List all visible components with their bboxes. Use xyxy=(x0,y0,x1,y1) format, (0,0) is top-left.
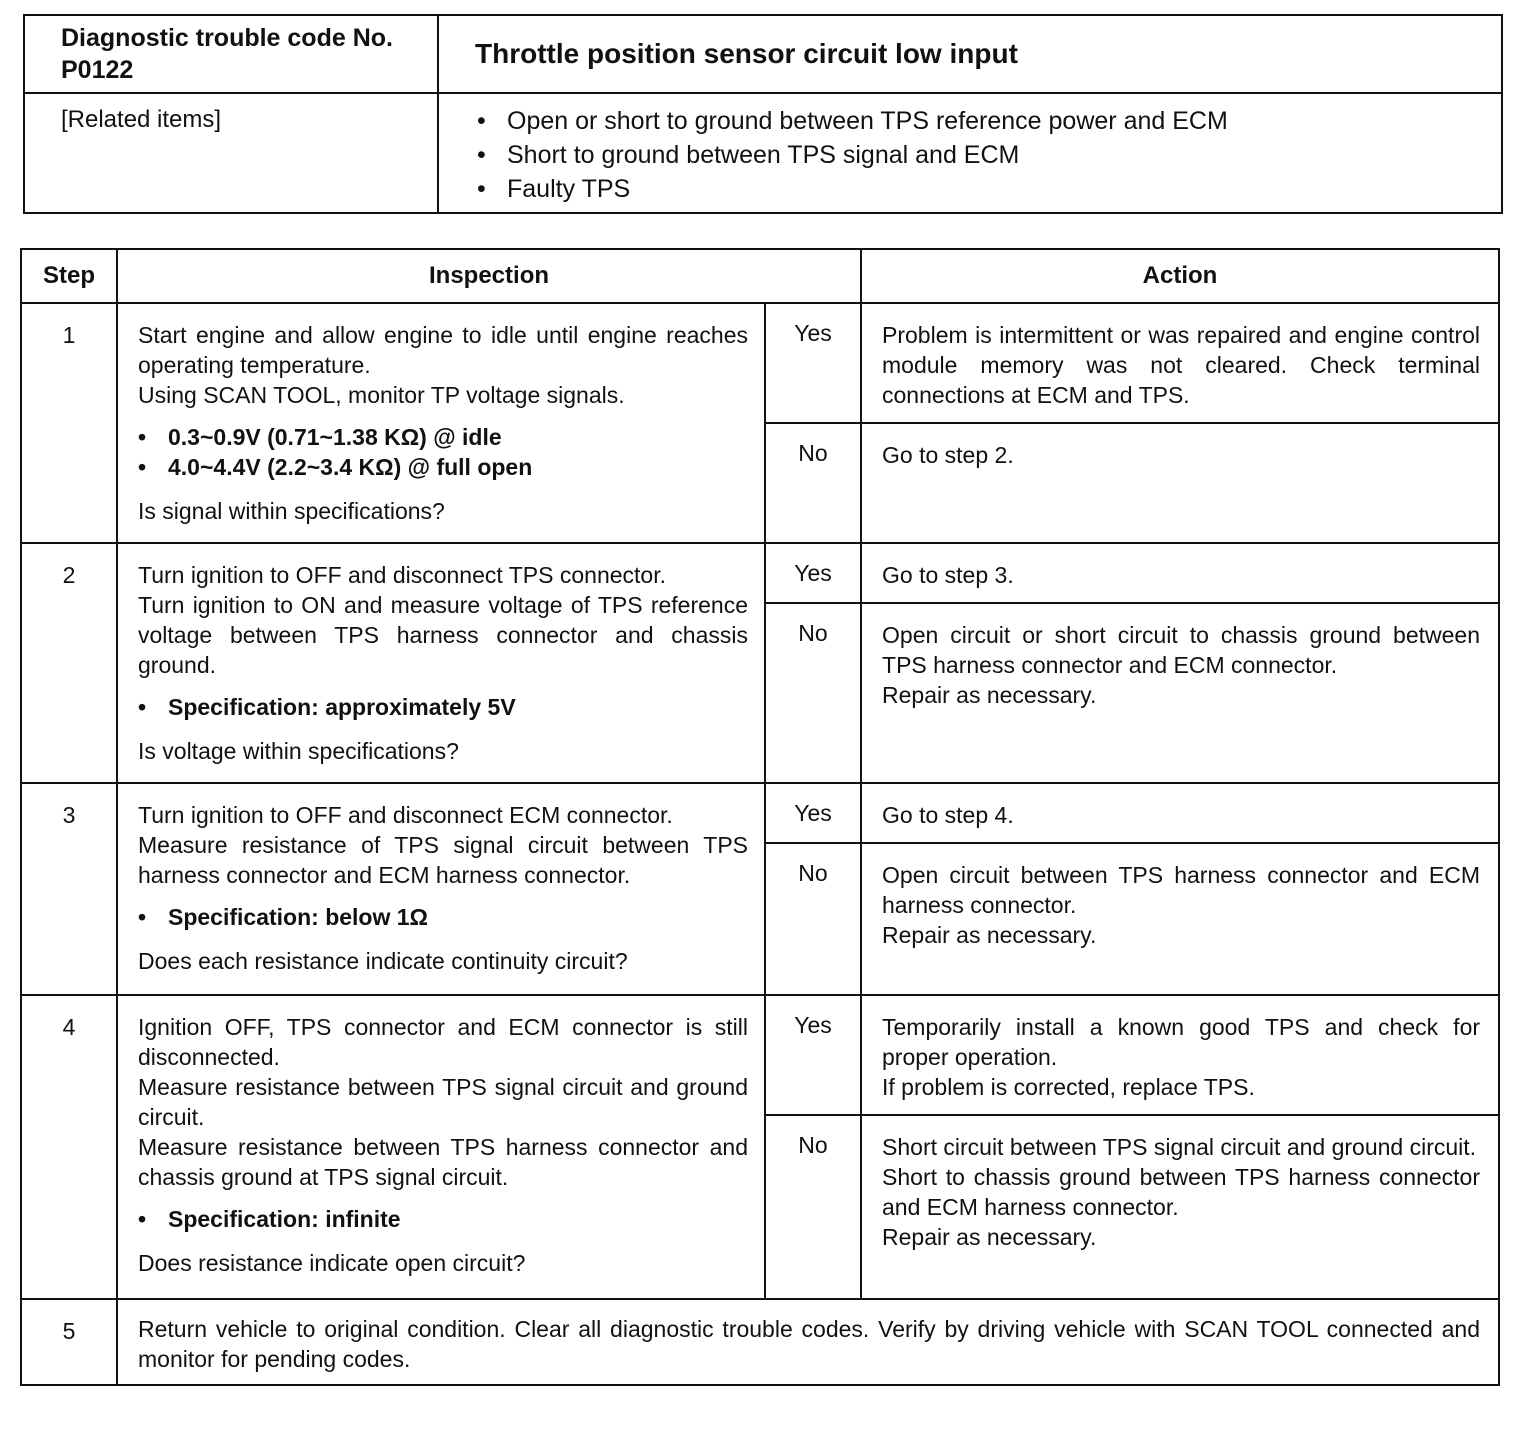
spec-item: • 4.0~4.4V (2.2~3.4 KΩ) @ full open xyxy=(138,452,748,482)
action-text: Repair as necessary. xyxy=(882,922,1097,948)
action-text: Problem is intermittent or was repaired and engine control module memory was not cleared. Check terminal connections at ECM and TPS. xyxy=(882,322,1481,408)
inspection-text: Using SCAN TOOL, monitor TP voltage signals. xyxy=(138,382,625,408)
yes-action xyxy=(861,303,1499,423)
yes-action xyxy=(861,543,1499,603)
inspection-table xyxy=(20,248,1500,1386)
step-number: 2 xyxy=(21,543,117,783)
column-header-action: Action xyxy=(861,249,1499,303)
yes-label: Yes xyxy=(765,783,861,843)
action-text: Short circuit between TPS signal circuit and ground circuit. xyxy=(882,1134,1477,1160)
action-text: Open circuit between TPS harness connector and ECM harness connector. xyxy=(882,862,1481,918)
inspection-text: Start engine and allow engine to idle until engine reaches operating temperature. xyxy=(138,322,748,378)
spec-item: • Specification: approximately 5V xyxy=(138,692,748,722)
action-text: Go to step 2. xyxy=(882,442,1014,468)
step-number: 1 xyxy=(21,303,117,543)
no-label: No xyxy=(765,843,861,995)
spec-list xyxy=(138,902,748,932)
step-inspection xyxy=(117,543,765,783)
no-action xyxy=(861,603,1499,783)
related-item: • Short to ground between TPS signal and ECM xyxy=(477,138,1501,172)
action-text: Open circuit or short circuit to chassis ground between TPS harness connector and ECM connector. xyxy=(882,622,1481,678)
inspection-text: Ignition OFF, TPS connector and ECM connector is still disconnected. xyxy=(138,1014,748,1070)
no-label: No xyxy=(765,1115,861,1299)
spec-list xyxy=(138,692,748,722)
inspection-text: Measure resistance between TPS harness connector and chassis ground at TPS signal circuit. xyxy=(138,1134,748,1190)
step-number: 5 xyxy=(21,1299,117,1385)
action-text: Short to chassis ground between TPS harness connector and ECM harness connector. xyxy=(882,1164,1481,1220)
inspection-text: Turn ignition to ON and measure voltage of TPS reference voltage between TPS harness connector and chassis ground. xyxy=(138,592,748,678)
spec-item: • Specification: infinite xyxy=(138,1204,748,1234)
no-action xyxy=(861,423,1499,543)
yes-label: Yes xyxy=(765,995,861,1115)
inspection-text: Measure resistance of TPS signal circuit between TPS harness connector and ECM harness connector. xyxy=(138,832,748,888)
action-text: Repair as necessary. xyxy=(882,682,1097,708)
yes-action xyxy=(861,995,1499,1115)
spec-list xyxy=(138,422,748,482)
related-item: • Faulty TPS xyxy=(477,172,1501,206)
column-header-step: Step xyxy=(21,249,117,303)
step-number: 3 xyxy=(21,783,117,995)
spec-item: • Specification: below 1Ω xyxy=(138,902,748,932)
dtc-header-table xyxy=(23,14,1503,214)
inspection-question: Does resistance indicate open circuit? xyxy=(138,1250,526,1276)
action-text: Go to step 4. xyxy=(882,802,1014,828)
step-number: 4 xyxy=(21,995,117,1299)
step-inspection xyxy=(117,303,765,543)
action-text: Temporarily install a known good TPS and check for proper operation. xyxy=(882,1014,1481,1070)
no-label: No xyxy=(765,423,861,543)
action-text: Repair as necessary. xyxy=(882,1224,1097,1250)
no-action xyxy=(861,1115,1499,1299)
inspection-question: Is voltage within specifications? xyxy=(138,738,459,764)
action-text: If problem is corrected, replace TPS. xyxy=(882,1074,1255,1100)
final-step-text: Return vehicle to original condition. Clear all diagnostic trouble codes. Verify by driving vehicle with SCAN TOOL connected and monitor for pending codes. xyxy=(117,1299,1499,1385)
dtc-title: Throttle position sensor circuit low input xyxy=(438,15,1502,93)
yes-label: Yes xyxy=(765,543,861,603)
inspection-question: Does each resistance indicate continuity circuit? xyxy=(138,948,628,974)
column-header-inspection: Inspection xyxy=(117,249,861,303)
inspection-question: Is signal within specifications? xyxy=(138,498,445,524)
spec-item: • 0.3~0.9V (0.71~1.38 KΩ) @ idle xyxy=(138,422,748,452)
action-text: Go to step 3. xyxy=(882,562,1014,588)
related-items-list xyxy=(477,104,1501,206)
inspection-text: Turn ignition to OFF and disconnect TPS connector. xyxy=(138,562,667,588)
inspection-text: Measure resistance between TPS signal circuit and ground circuit. xyxy=(138,1074,748,1130)
related-items xyxy=(438,93,1502,213)
spec-list xyxy=(138,1204,748,1234)
yes-action xyxy=(861,783,1499,843)
step-inspection xyxy=(117,783,765,995)
dtc-code: Diagnostic trouble code No. P0122 xyxy=(24,15,438,93)
yes-label: Yes xyxy=(765,303,861,423)
no-action xyxy=(861,843,1499,995)
no-label: No xyxy=(765,603,861,783)
related-items-label: [Related items] xyxy=(24,93,438,213)
related-item: • Open or short to ground between TPS reference power and ECM xyxy=(477,104,1501,138)
inspection-text: Turn ignition to OFF and disconnect ECM connector. xyxy=(138,802,673,828)
step-inspection xyxy=(117,995,765,1299)
